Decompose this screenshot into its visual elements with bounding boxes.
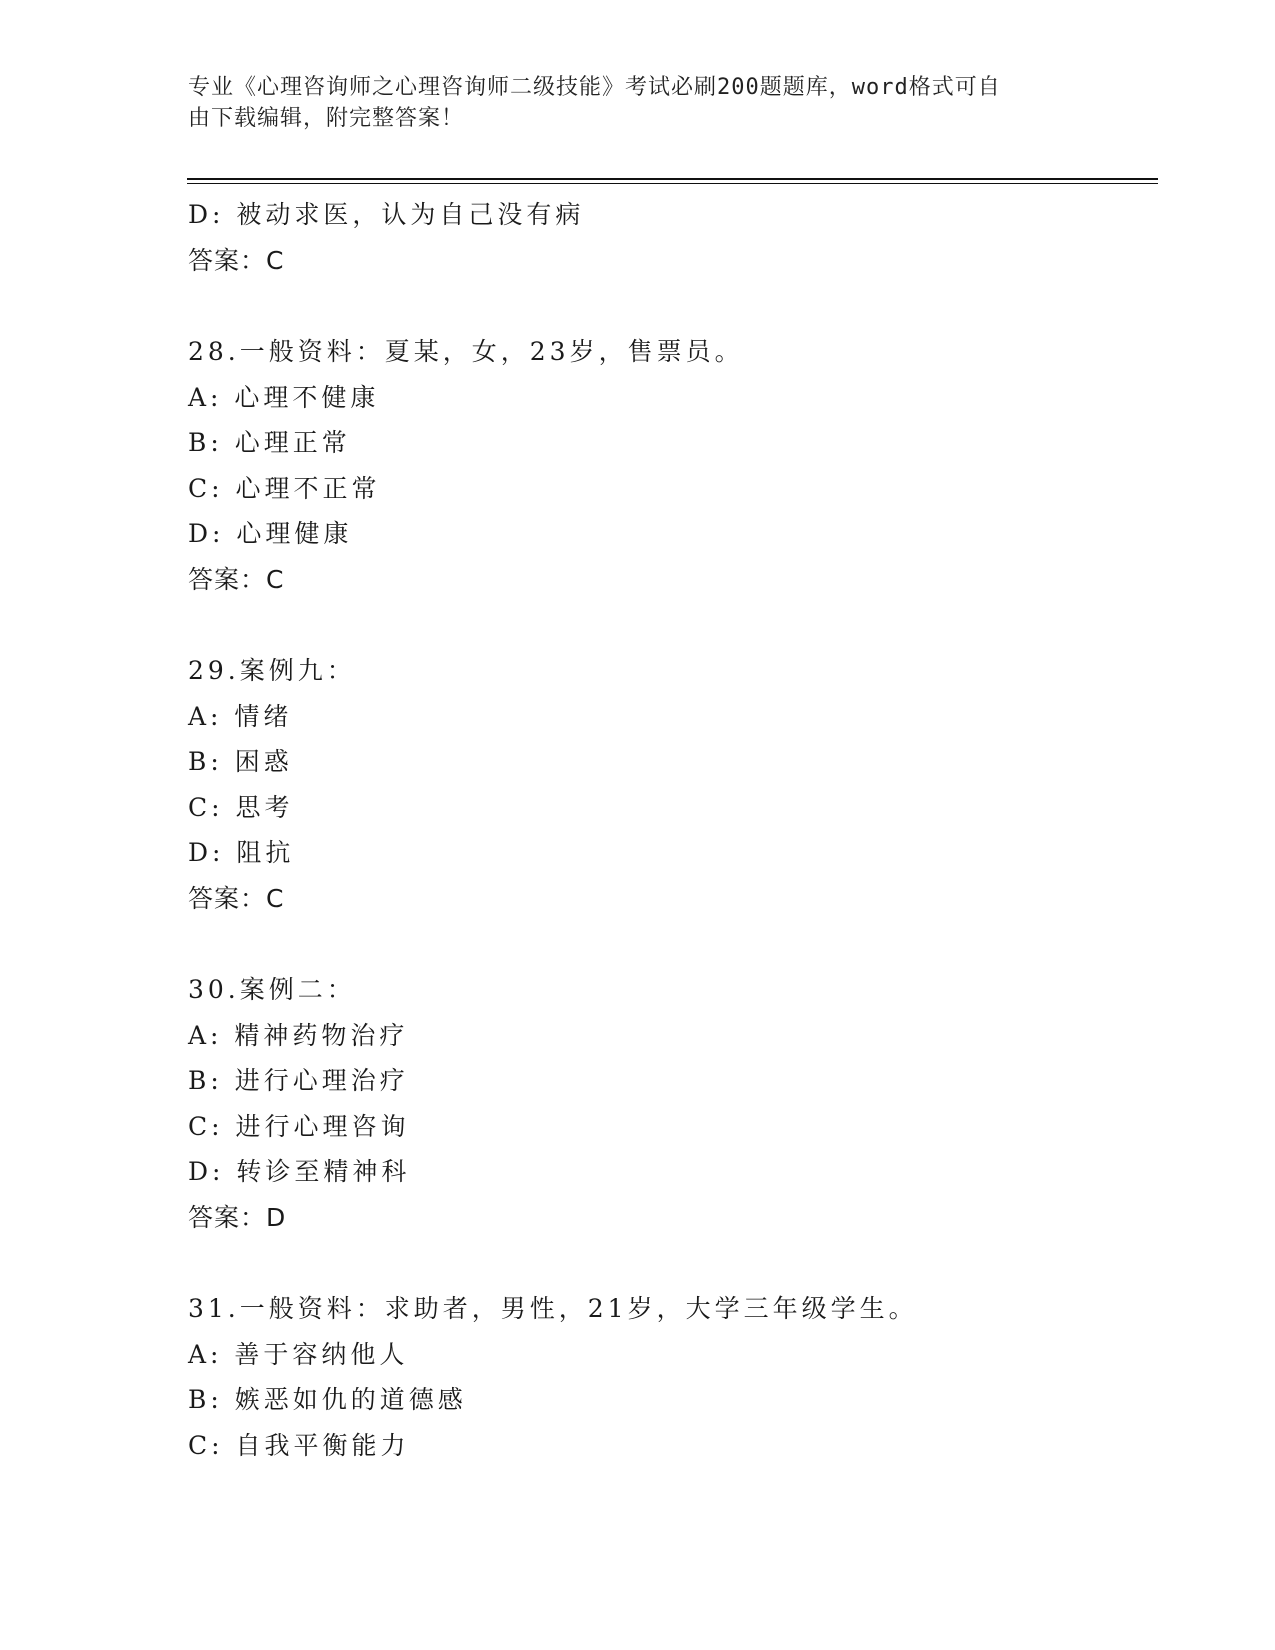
option-a: A: 心理不健康 bbox=[188, 382, 380, 412]
question-stem: 31.一般资料：求助者，男性，21岁，大学三年级学生。 bbox=[188, 1294, 918, 1323]
question-28 bbox=[188, 329, 1148, 602]
option-b: B: 困惑 bbox=[188, 747, 293, 776]
header-divider-thick bbox=[187, 178, 1158, 180]
question-stem: 29.案例九： bbox=[188, 656, 356, 685]
spacer bbox=[188, 921, 1148, 967]
option-d: D: 被动求医，认为自己没有病 bbox=[188, 200, 585, 229]
option-d: D: 心理健康 bbox=[188, 519, 353, 548]
option-d: D: 阻抗 bbox=[188, 838, 295, 867]
spacer bbox=[188, 602, 1148, 648]
option-a: A: 精神药物治疗 bbox=[188, 1020, 409, 1050]
option-a: A: 善于容纳他人 bbox=[188, 1339, 409, 1369]
header-divider-thin bbox=[187, 183, 1158, 184]
spacer bbox=[188, 1240, 1148, 1286]
question-29 bbox=[188, 648, 1148, 921]
option-a: A: 情绪 bbox=[188, 701, 293, 731]
header-line-1: 专业《心理咨询师之心理咨询师二级技能》考试必刷200题题库，word格式可自 bbox=[188, 75, 1001, 100]
spacer bbox=[188, 283, 1148, 329]
question-31 bbox=[188, 1286, 1148, 1468]
question-stem: 30.案例二： bbox=[188, 975, 356, 1004]
answer-line: 答案：C bbox=[188, 883, 285, 913]
option-d: D: 转诊至精神科 bbox=[188, 1157, 411, 1186]
option-b: B: 进行心理治疗 bbox=[188, 1066, 409, 1095]
option-c: C: 自我平衡能力 bbox=[188, 1430, 410, 1460]
option-c: C: 思考 bbox=[188, 792, 294, 822]
option-b: B: 心理正常 bbox=[188, 428, 351, 457]
option-b: B: 嫉恶如仇的道德感 bbox=[188, 1385, 467, 1414]
answer-line: 答案：C bbox=[188, 564, 285, 594]
answer-line: 答案：D bbox=[188, 1202, 287, 1232]
option-c: C: 心理不正常 bbox=[188, 473, 381, 503]
option-c: C: 进行心理咨询 bbox=[188, 1111, 410, 1141]
answer-line: 答案：C bbox=[188, 245, 285, 275]
header-line-2: 由下载编辑，附完整答案！ bbox=[188, 106, 465, 131]
question-30 bbox=[188, 967, 1148, 1240]
question-stem: 28.一般资料：夏某，女，23岁，售票员。 bbox=[188, 337, 744, 366]
document-header bbox=[188, 72, 1068, 134]
question-list bbox=[188, 192, 1148, 1468]
